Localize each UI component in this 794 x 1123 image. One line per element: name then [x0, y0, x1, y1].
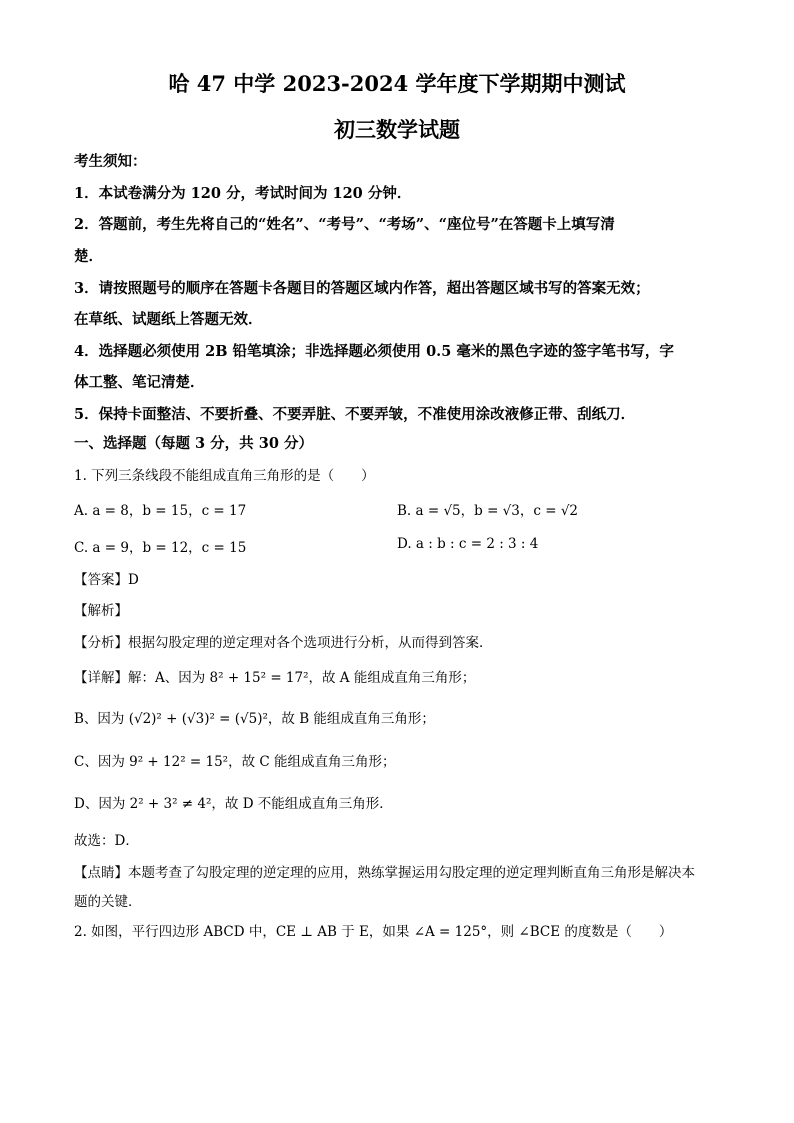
notice-item: 5．保持卡面整洁、不要折叠、不要弄脏、不要弄皱，不准使用涂改液修正带、刮纸刀． [74, 406, 636, 423]
answer-label: 【答案】D [74, 572, 139, 588]
page-title: 哈 47 中学 2023-2024 学年度下学期期中测试 [168, 71, 626, 96]
notice-item: 在草纸、试题纸上答题无效． [74, 311, 263, 328]
comment-line-1: 【点睛】本题考查了勾股定理的逆定理的应用，熟练掌握运用勾股定理的逆定理判断直角三角形是解决本 [74, 865, 695, 881]
detail-line-d: D、因为 2² + 3² ≠ 4²，故 D 不能组成直角三角形． [74, 796, 393, 812]
question-1-option-c: C. a = 9，b = 12，c = 15 [74, 540, 247, 556]
question-1-option-a: A. a = 8，b = 15，c = 17 [74, 503, 247, 519]
section-title: 一、选择题（每题 3 分，共 30 分） [74, 435, 313, 452]
detail-line-c: C、因为 9² + 12² = 15²，故 C 能组成直角三角形； [74, 754, 396, 770]
notice-item: 1．本试卷满分为 120 分，考试时间为 120 分钟． [74, 185, 412, 202]
notice-item: 2．答题前，考生先将自己的“姓名”、“考号”、“考场”、“座位号”在答题卡上填写清 [74, 216, 615, 233]
page-subtitle: 初三数学试题 [334, 117, 460, 142]
choice-line: 故选：D． [74, 833, 139, 849]
notice-item: 4．选择题必须使用 2B 铅笔填涂；非选择题必须使用 0.5 毫米的黑色字迹的签字笔书写，字 [74, 343, 674, 360]
comment-line-2: 题的关键． [74, 894, 142, 910]
question-1-option-d: D. a : b : c = 2 : 3 : 4 [397, 536, 539, 552]
detail-line-b: B、因为 (√2)² + (√3)² = (√5)²，故 B 能组成直角三角形； [74, 711, 435, 727]
notice-heading: 考生须知： [74, 153, 147, 170]
analysis-label: 【解析】 [74, 603, 128, 619]
question-1-option-b: B. a = √5，b = √3，c = √2 [397, 503, 579, 519]
notice-item: 楚． [74, 248, 103, 265]
notice-item: 体工整、笔记清楚． [74, 374, 205, 391]
detail-line-a: 【详解】解：A、因为 8² + 15² = 17²，故 A 能组成直角三角形； [74, 670, 476, 686]
analysis-text: 【分析】根据勾股定理的逆定理对各个选项进行分析，从而得到答案． [74, 635, 493, 651]
notice-item: 3．请按照题号的顺序在答题卡各题目的答题区域内作答，超出答题区域书写的答案无效； [74, 280, 650, 297]
question-1-stem: 1. 下列三条线段不能组成直角三角形的是（ ） [74, 468, 375, 484]
question-2-stem: 2. 如图，平行四边形 ABCD 中，CE ⊥ AB 于 E，如果 ∠A = 125°，则 ∠BCE 的度数是（ ） [74, 924, 673, 940]
